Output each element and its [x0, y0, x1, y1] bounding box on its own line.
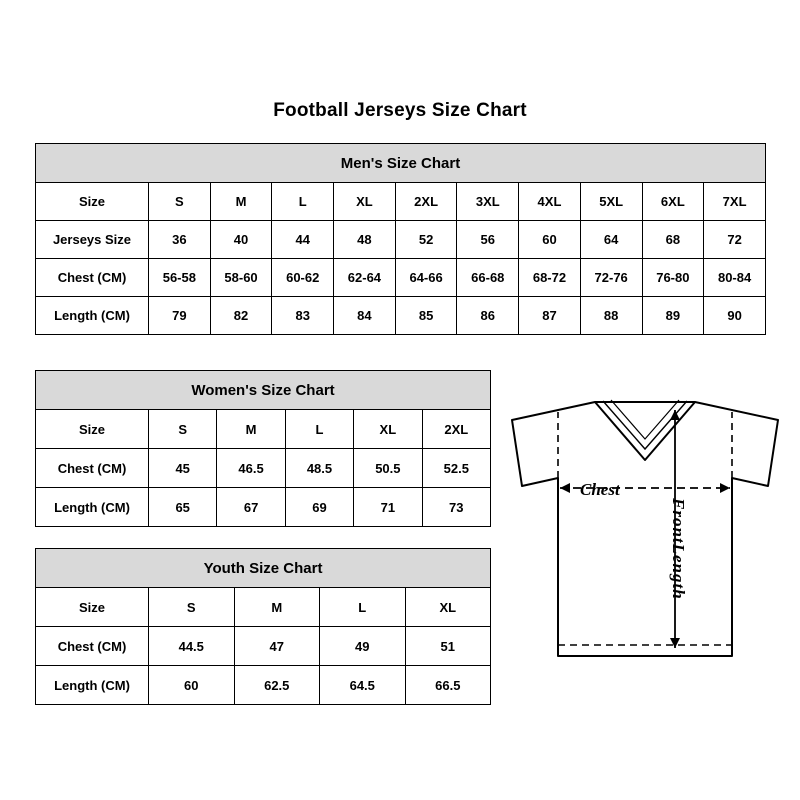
mens-table-caption: Men's Size Chart	[36, 144, 766, 183]
table-cell: 82	[210, 297, 272, 335]
table-cell: 87	[519, 297, 581, 335]
table-cell: 4XL	[519, 183, 581, 221]
table-cell: 52.5	[422, 449, 490, 488]
table-row	[36, 627, 491, 666]
table-cell: 68-72	[519, 259, 581, 297]
table-cell: 85	[395, 297, 457, 335]
table-cell: M	[217, 410, 285, 449]
table-cell: S	[149, 588, 235, 627]
page-title: Football Jerseys Size Chart	[273, 100, 527, 121]
row-label: Length (CM)	[36, 666, 149, 705]
table-cell: 66.5	[405, 666, 491, 705]
table-cell: 88	[580, 297, 642, 335]
womens-table-caption: Women's Size Chart	[36, 371, 491, 410]
table-cell: 44.5	[149, 627, 235, 666]
table-cell: 66-68	[457, 259, 519, 297]
table-cell: 89	[642, 297, 704, 335]
table-cell: 65	[149, 488, 217, 527]
table-cell: 62-64	[334, 259, 396, 297]
table-cell: 45	[149, 449, 217, 488]
table-row	[36, 221, 766, 259]
table-cell: 73	[422, 488, 490, 527]
row-label: Size	[36, 588, 149, 627]
table-cell: 62.5	[234, 666, 320, 705]
table-cell: L	[320, 588, 406, 627]
table-cell: 76-80	[642, 259, 704, 297]
table-cell: 60-62	[272, 259, 334, 297]
table-row	[36, 183, 766, 221]
table-cell: 36	[149, 221, 211, 259]
table-cell: 68	[642, 221, 704, 259]
table-cell: M	[210, 183, 272, 221]
table-row	[36, 666, 491, 705]
row-label: Jerseys Size	[36, 221, 149, 259]
table-cell: S	[149, 183, 211, 221]
table-cell: 80-84	[704, 259, 766, 297]
row-label: Size	[36, 183, 149, 221]
table-cell: XL	[334, 183, 396, 221]
table-cell: 64.5	[320, 666, 406, 705]
table-cell: 2XL	[395, 183, 457, 221]
table-cell: 83	[272, 297, 334, 335]
table-cell: 5XL	[580, 183, 642, 221]
table-cell: 49	[320, 627, 406, 666]
table-row	[36, 259, 766, 297]
table-cell: 60	[149, 666, 235, 705]
table-cell: 40	[210, 221, 272, 259]
table-row	[36, 449, 491, 488]
table-row	[36, 588, 491, 627]
row-label: Chest (CM)	[36, 259, 149, 297]
table-cell: 50.5	[354, 449, 422, 488]
table-cell: 79	[149, 297, 211, 335]
table-cell: XL	[405, 588, 491, 627]
row-label: Length (CM)	[36, 297, 149, 335]
table-cell: 86	[457, 297, 519, 335]
table-cell: 56	[457, 221, 519, 259]
table-cell: 7XL	[704, 183, 766, 221]
table-cell: 69	[285, 488, 353, 527]
table-row	[36, 410, 491, 449]
table-cell: 71	[354, 488, 422, 527]
table-cell: 47	[234, 627, 320, 666]
table-cell: 46.5	[217, 449, 285, 488]
table-cell: 56-58	[149, 259, 211, 297]
table-cell: 60	[519, 221, 581, 259]
table-cell: 72	[704, 221, 766, 259]
table-caption-row	[36, 549, 491, 588]
table-cell: 6XL	[642, 183, 704, 221]
table-cell: 67	[217, 488, 285, 527]
table-cell: 48.5	[285, 449, 353, 488]
table-cell: 90	[704, 297, 766, 335]
table-cell: XL	[354, 410, 422, 449]
table-cell: 52	[395, 221, 457, 259]
row-label: Chest (CM)	[36, 449, 149, 488]
row-label: Length (CM)	[36, 488, 149, 527]
table-row	[36, 488, 491, 527]
tshirt-outline-icon	[500, 398, 790, 698]
table-cell: 64	[580, 221, 642, 259]
table-cell: S	[149, 410, 217, 449]
front-length-measure-label: FrontLength	[669, 498, 688, 600]
row-label: Chest (CM)	[36, 627, 149, 666]
table-cell: 64-66	[395, 259, 457, 297]
chest-measure-label: Chest	[580, 480, 620, 499]
table-cell: L	[285, 410, 353, 449]
table-row	[36, 297, 766, 335]
jersey-measurement-diagram	[500, 398, 790, 698]
mens-size-chart-table	[35, 143, 766, 335]
table-cell: 48	[334, 221, 396, 259]
youth-table-caption: Youth Size Chart	[36, 549, 491, 588]
row-label: Size	[36, 410, 149, 449]
table-caption-row	[36, 144, 766, 183]
youth-size-chart-table	[35, 548, 491, 705]
table-cell: 2XL	[422, 410, 490, 449]
table-cell: 44	[272, 221, 334, 259]
table-cell: 84	[334, 297, 396, 335]
table-cell: 72-76	[580, 259, 642, 297]
table-caption-row	[36, 371, 491, 410]
table-cell: M	[234, 588, 320, 627]
table-cell: 51	[405, 627, 491, 666]
table-cell: 3XL	[457, 183, 519, 221]
table-cell: L	[272, 183, 334, 221]
womens-size-chart-table	[35, 370, 491, 527]
table-cell: 58-60	[210, 259, 272, 297]
